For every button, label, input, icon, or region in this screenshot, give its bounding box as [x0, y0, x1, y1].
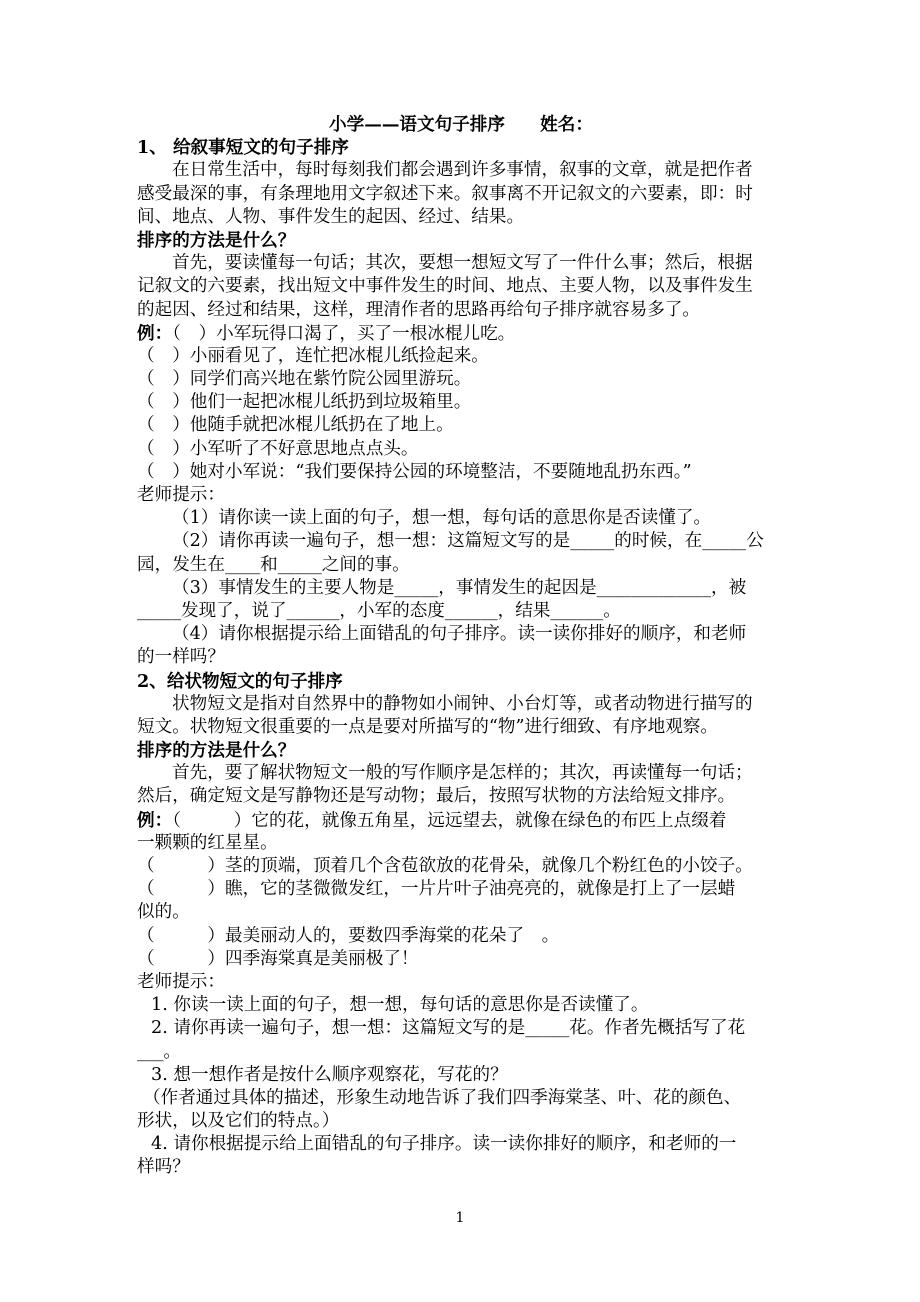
hint-line: 1. 你读一读上面的句子，想一想，每句话的意思你是否读懂了。 — [151, 995, 649, 1016]
hint-line: 形状，以及它们的特点。） — [137, 1111, 340, 1132]
example-sentence: 一颗颗的红星星。 — [137, 832, 278, 853]
paragraph-line: 的起因、经过和结果，这样，理清作者的思路再给句子排序就容易多了。 — [137, 299, 701, 320]
hint-line: （作者通过具体的描述，形象生动地告诉了我们四季海棠茎、叶、花的颜色、 — [143, 1087, 742, 1108]
method-heading: 排序的方法是什么？ — [137, 229, 296, 251]
hint-line: 2. 请你再读一遍句子，想一想：这篇短文写的是_____花。作者先概括写了花 — [151, 1018, 746, 1039]
example-sentence: （ ）小军听了不好意思地点点头。 — [137, 438, 419, 459]
teacher-hint-label: 老师提示： — [137, 971, 225, 992]
paragraph-line: 状物短文是指对自然界中的静物如小闹钟、小台灯等，或者动物进行描写的 — [172, 693, 753, 714]
example-sentence: （ ）小军玩得口渴了，买了一根冰棍儿吃。 — [172, 323, 516, 344]
example-sentence: （ ）瞧，它的茎微微发红，一片片叶子油亮亮的，就像是打上了一层蜡 — [137, 879, 736, 900]
hint-line: ___。 — [137, 1041, 181, 1062]
example-sentence: （ ）他们一起把冰棍儿纸扔到垃圾箱里。 — [137, 392, 472, 413]
hint-line: _____发现了，说了______，小军的态度______，结果______。 — [137, 600, 621, 621]
section-2-heading: 2、给状物短文的句子排序 — [137, 670, 343, 692]
paragraph-line: 记叙文的六要素，找出短文中事件发生的时间、地点、主要人物，以及事件发生 — [137, 276, 753, 297]
example-sentence: （ ）茎的顶端，顶着几个含苞欲放的花骨朵，就像几个粉红色的小饺子。 — [137, 856, 753, 876]
paragraph-line: 然后，确定短文是写静物还是写动物；最后，按照写状物的方法给短文排序。 — [137, 786, 736, 807]
example-line — [137, 322, 785, 345]
paragraph-line: 短文。状物短文很重要的一点是要对所描写的“物”进行细致、有序地观察。 — [137, 716, 718, 737]
example-sentence: （ ）它的花，就像五角星，远远望去，就像在绿色的布匹上点缀着 — [172, 810, 727, 831]
method-heading: 排序的方法是什么？ — [137, 740, 296, 762]
page-number: 1 — [455, 1210, 465, 1226]
document-title: 小学——语文句子排序 姓名： — [329, 114, 593, 135]
hint-line: （2）请你再读一遍句子，想一想：这篇短文写的是_____的时候，在_____公 — [172, 531, 764, 552]
hint-line: （1）请你读一读上面的句子，想一想，每句话的意思你是否读懂了。 — [172, 508, 712, 529]
paragraph-line: 首先，要读懂每一句话；其次，要想一想短文写了一件什么事；然后，根据 — [172, 253, 753, 274]
teacher-hint-label: 老师提示： — [137, 485, 225, 505]
hint-line: 4. 请你根据提示给上面错乱的句子排序。读一读你排好的顺序，和老师的一 — [151, 1134, 737, 1155]
example-sentence: （ ）她对小军说：“我们要保持公园的环境整洁，不要随地乱扔东西。” — [137, 461, 692, 482]
hint-line: （3）事情发生的主要人物是_____，事情发生的起因是_____________，被 — [172, 577, 747, 598]
example-line — [137, 809, 785, 832]
paragraph-line: 在日常生活中，每时每刻我们都会遇到许多事情，叙事的文章，就是把作者 — [172, 160, 753, 181]
paragraph-line: 首先，要了解状物短文一般的写作顺序是怎样的；其次，再读懂每一句话； — [172, 763, 753, 784]
section-1-heading: 1、 给叙事短文的句子排序 — [137, 137, 349, 159]
document-page — [137, 113, 785, 1180]
example-sentence: （ ）最美丽动人的，要数四季海棠的花朵了 。 — [137, 925, 560, 946]
example-sentence: （ ）小丽看见了，连忙把冰棍儿纸捡起来。 — [137, 345, 489, 366]
example-sentence: 似的。 — [137, 902, 190, 923]
paragraph-line: 感受最深的事，有条理地用文字叙述下来。叙事离不开记叙文的六要素，即：时 — [137, 183, 753, 204]
hint-line: 园，发生在____和_____之间的事。 — [137, 554, 410, 575]
example-sentence: （ ）同学们高兴地在紫竹院公园里游玩。 — [137, 369, 472, 390]
example-sentence: （ ）四季海棠真是美丽极了！ — [137, 948, 419, 969]
hint-line: 样吗？ — [137, 1157, 190, 1178]
hint-line: （4）请你根据提示给上面错乱的句子排序。读一读你排好的顺序，和老师 — [172, 624, 747, 645]
hint-line: 的一样吗？ — [137, 647, 225, 668]
example-label: 例： — [137, 322, 173, 344]
hint-line: 3. 想一想作者是按什么顺序观察花，写花的？ — [151, 1064, 508, 1085]
example-label: 例： — [137, 809, 173, 831]
example-sentence: （ ）他随手就把冰棍儿纸扔在了地上。 — [137, 415, 454, 436]
paragraph-line: 间、地点、人物、事件发生的起因、经过、结果。 — [137, 206, 525, 227]
